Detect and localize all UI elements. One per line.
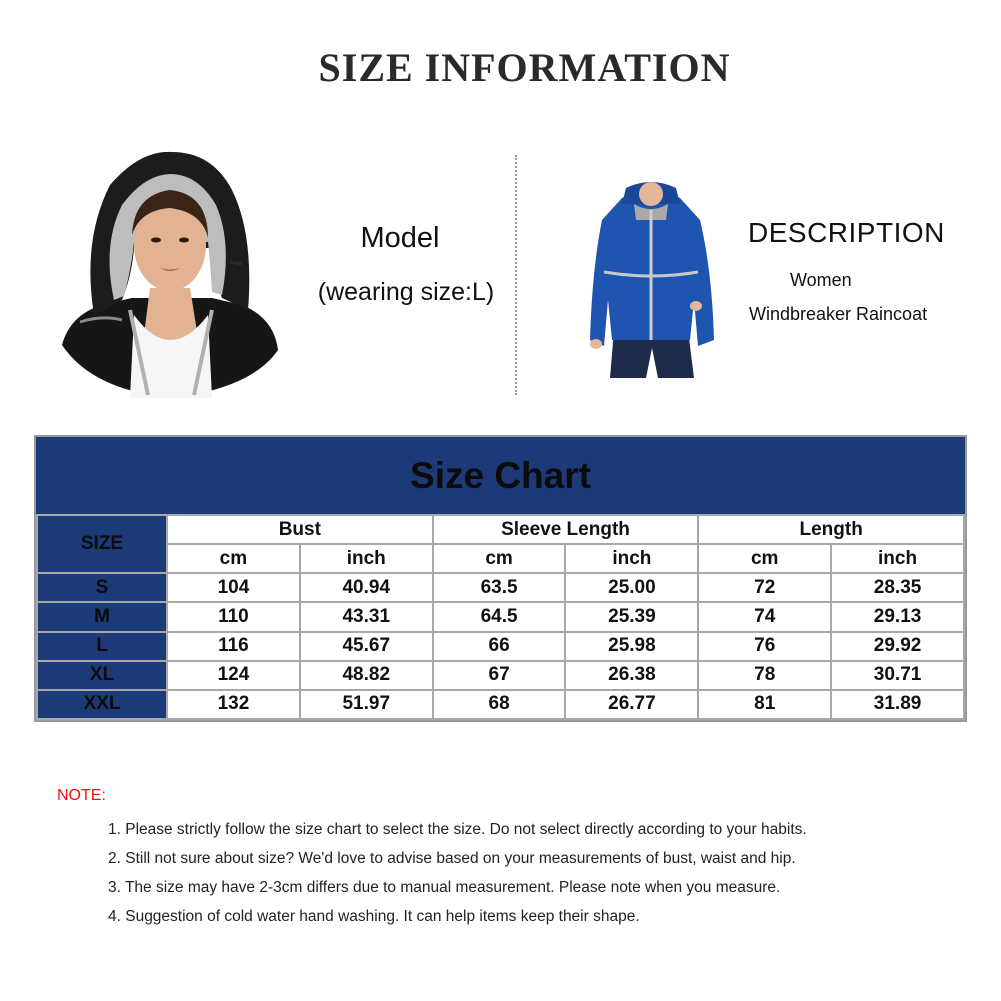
unit-header: cm bbox=[167, 544, 300, 573]
model-size-note: (wearing size:L) bbox=[317, 278, 495, 306]
table-cell: 40.94 bbox=[300, 573, 433, 602]
size-label: XL bbox=[37, 661, 167, 690]
size-table bbox=[36, 514, 965, 720]
table-cell: 124 bbox=[167, 661, 300, 690]
page-title: SIZE INFORMATION bbox=[318, 45, 731, 90]
jacket-photo bbox=[582, 180, 720, 380]
table-cell: 63.5 bbox=[433, 573, 566, 602]
table-row bbox=[37, 632, 964, 661]
table-cell: 51.97 bbox=[300, 690, 433, 719]
group-header-length: Length bbox=[698, 515, 964, 544]
description-line-2: Windbreaker Raincoat bbox=[749, 304, 928, 324]
note-item-2: 2. Still not sure about size? We'd love to advise based on your measurements of bust, waist and hip. bbox=[108, 850, 796, 867]
unit-header: cm bbox=[698, 544, 831, 573]
model-photo bbox=[62, 150, 280, 400]
group-header-sleeve-length: Sleeve Length bbox=[433, 515, 699, 544]
unit-header: inch bbox=[300, 544, 433, 573]
table-unit-row bbox=[37, 544, 964, 573]
table-group-row bbox=[37, 515, 964, 544]
table-cell: 81 bbox=[698, 690, 831, 719]
divider bbox=[515, 155, 517, 395]
table-row bbox=[37, 573, 964, 602]
table-cell: 78 bbox=[698, 661, 831, 690]
table-cell: 110 bbox=[167, 602, 300, 631]
table-cell: 68 bbox=[433, 690, 566, 719]
table-cell: 43.31 bbox=[300, 602, 433, 631]
size-label: XXL bbox=[37, 690, 167, 719]
table-cell: 25.00 bbox=[565, 573, 698, 602]
table-cell: 72 bbox=[698, 573, 831, 602]
table-row bbox=[37, 661, 964, 690]
model-label: Model bbox=[360, 222, 440, 254]
table-cell: 25.98 bbox=[565, 632, 698, 661]
table-cell: 104 bbox=[167, 573, 300, 602]
table-cell: 76 bbox=[698, 632, 831, 661]
table-row bbox=[37, 690, 964, 719]
unit-header: inch bbox=[565, 544, 698, 573]
table-cell: 66 bbox=[433, 632, 566, 661]
unit-header: cm bbox=[433, 544, 566, 573]
table-cell: 116 bbox=[167, 632, 300, 661]
page-title-wrap bbox=[0, 44, 1001, 91]
size-chart-header bbox=[36, 437, 965, 514]
table-cell: 45.67 bbox=[300, 632, 433, 661]
note-item-3: 3. The size may have 2-3cm differs due to manual measurement. Please note when you measure. bbox=[108, 879, 781, 896]
group-header-bust: Bust bbox=[167, 515, 433, 544]
table-cell: 48.82 bbox=[300, 661, 433, 690]
table-cell: 26.38 bbox=[565, 661, 698, 690]
note-item-4: 4. Suggestion of cold water hand washing. It can help items keep their shape. bbox=[108, 908, 640, 925]
table-cell: 25.39 bbox=[565, 602, 698, 631]
table-cell: 29.13 bbox=[831, 602, 964, 631]
table-cell: 74 bbox=[698, 602, 831, 631]
size-label: M bbox=[37, 602, 167, 631]
size-chart-title: Size Chart bbox=[410, 454, 591, 496]
table-cell: 30.71 bbox=[831, 661, 964, 690]
description-title: DESCRIPTION bbox=[748, 217, 945, 248]
table-cell: 132 bbox=[167, 690, 300, 719]
size-chart bbox=[34, 435, 967, 722]
table-cell: 28.35 bbox=[831, 573, 964, 602]
table-cell: 31.89 bbox=[831, 690, 964, 719]
size-label: L bbox=[37, 632, 167, 661]
size-label: S bbox=[37, 573, 167, 602]
size-column-header: SIZE bbox=[37, 515, 167, 573]
table-row bbox=[37, 602, 964, 631]
description-line-1: Women bbox=[790, 270, 852, 290]
table-cell: 29.92 bbox=[831, 632, 964, 661]
table-cell: 67 bbox=[433, 661, 566, 690]
table-cell: 26.77 bbox=[565, 690, 698, 719]
note-heading: NOTE: bbox=[57, 787, 106, 804]
table-cell: 64.5 bbox=[433, 602, 566, 631]
unit-header: inch bbox=[831, 544, 964, 573]
note-item-1: 1. Please strictly follow the size chart to select the size. Do not select directly according to your habits. bbox=[108, 821, 807, 838]
